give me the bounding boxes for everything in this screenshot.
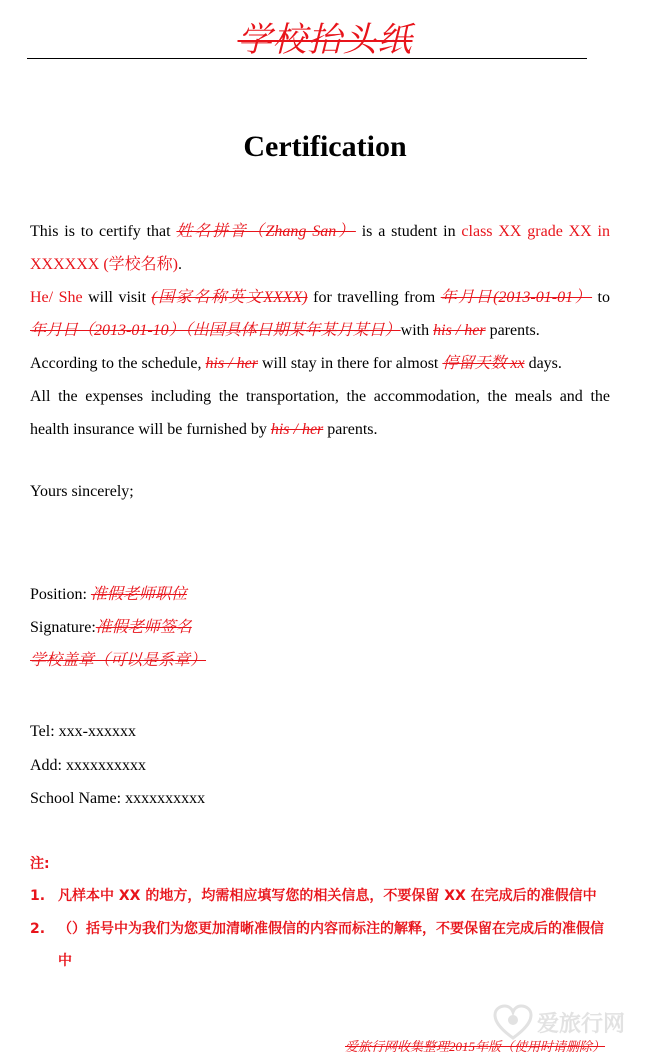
body-line-4 xyxy=(30,314,610,347)
body-line-3 xyxy=(30,281,610,314)
body-line-7 xyxy=(30,413,610,446)
school-name-line: School Name: xxxxxxxxxx xyxy=(30,790,206,807)
country-placeholder: (国家名称英文XXXX) xyxy=(151,289,308,306)
closing: Yours sincerely; xyxy=(30,483,134,500)
signature-line xyxy=(30,614,192,637)
heart-logo-icon xyxy=(493,1004,533,1040)
his-her-placeholder: his / her xyxy=(433,322,486,339)
address-line: Add: xxxxxxxxxx xyxy=(30,757,146,774)
his-her-placeholder: his / her xyxy=(205,355,258,372)
note-text: 凡样本中 XX 的地方，均需相应填写您的相关信息，不要保留 XX 在完成后的准假信中 xyxy=(58,888,597,904)
text-segment: will stay in there for almost xyxy=(257,355,443,372)
position-placeholder: 准假老师职位 xyxy=(90,586,187,603)
letterhead: 学校抬头纸 xyxy=(237,22,413,59)
note-item-1 xyxy=(30,880,610,912)
text-segment: According to the schedule, xyxy=(30,355,206,372)
text-segment: parents. xyxy=(485,322,540,339)
watermark xyxy=(493,1004,625,1040)
text-segment: days. xyxy=(524,355,562,372)
watermark-text: 爱旅行网 xyxy=(537,1011,626,1037)
text-segment: for travelling from xyxy=(307,289,441,306)
body-line-1 xyxy=(30,215,610,248)
school-placeholder: XXXXXX (学校名称) xyxy=(30,256,178,273)
his-her-placeholder: his / her xyxy=(270,421,324,438)
text-segment: health insurance will be furnished by xyxy=(30,421,271,438)
note-item-2 xyxy=(30,913,610,977)
body-line-6 xyxy=(30,380,610,413)
text-segment: to xyxy=(592,289,610,306)
pronoun-placeholder: He/ She xyxy=(30,289,83,306)
header-rule xyxy=(27,58,587,59)
note-number: 2. xyxy=(30,921,46,937)
body-line-5 xyxy=(30,347,610,380)
text-segment: parents. xyxy=(323,421,378,438)
text-segment: will visit xyxy=(82,289,152,306)
note-text: （）括号中为我们为您更加清晰准假信的内容而标注的解释，不要保留在完成后的准假信中 xyxy=(58,921,604,969)
footer-note: 爱旅行网收集整理2015年版（使用时请删除） xyxy=(345,1039,606,1054)
body-line-2 xyxy=(30,248,610,281)
notes-heading: 注: xyxy=(30,856,50,872)
tel-line: Tel: xxx-xxxxxx xyxy=(30,723,136,740)
text-segment: is a student in xyxy=(355,223,462,240)
page-title: Certification xyxy=(243,130,407,163)
text-segment: This is to certify that xyxy=(30,223,177,240)
certification-body xyxy=(30,215,610,446)
signature-placeholder: 准假老师签名 xyxy=(95,619,192,636)
text-segment: with xyxy=(400,322,434,339)
stay-days-placeholder: 停留天数 xx xyxy=(442,355,525,372)
signature-label: Signature: xyxy=(30,619,96,636)
note-number: 1. xyxy=(30,888,46,904)
seal-placeholder: 学校盖章（可以是系章） xyxy=(30,652,207,669)
position-label: Position: xyxy=(30,586,91,603)
from-date-placeholder: 年月日(2013-01-01） xyxy=(440,289,593,306)
to-date-placeholder: 年月日（2013-01-10）（出国具体日期某年某月某日） xyxy=(30,322,401,339)
text-segment: . xyxy=(178,256,182,273)
text-segment: All the expenses including the transportation, the accommodation, the meals and the xyxy=(30,388,610,405)
class-placeholder: class XX grade XX in xyxy=(461,223,610,240)
position-line xyxy=(30,581,187,604)
student-name-placeholder: 姓名拼音（Zhang San） xyxy=(176,223,356,240)
